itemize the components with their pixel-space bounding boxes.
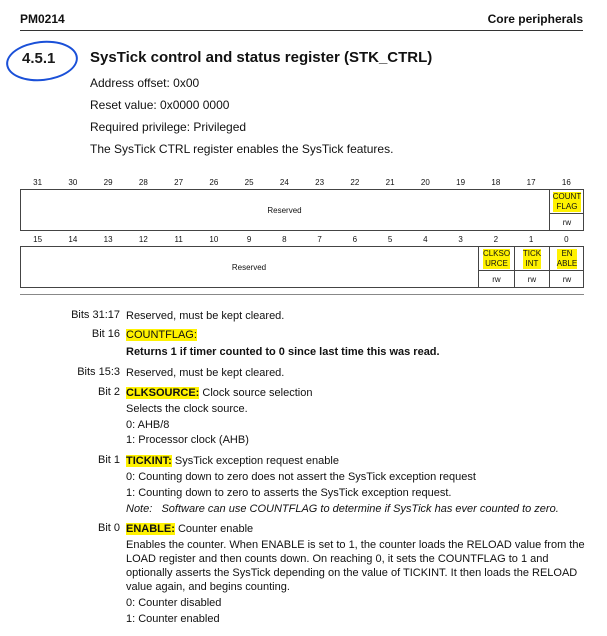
lower-bit-number: 12 xyxy=(138,235,148,244)
bit-2-desc xyxy=(126,386,312,400)
bit-1-desc xyxy=(126,454,339,468)
upper-bit-number: 16 xyxy=(561,178,571,187)
reset-value: Reset value: 0x0000 0000 xyxy=(90,98,230,112)
lower-bit-number: 3 xyxy=(458,235,463,244)
lower-bit-number: 15 xyxy=(33,235,43,244)
lower-bit-number: 2 xyxy=(493,235,499,244)
upper-bit-number: 26 xyxy=(209,178,219,187)
doc-id: PM0214 xyxy=(20,12,65,26)
clksource-field xyxy=(478,247,514,287)
header-divider xyxy=(20,30,583,31)
upper-bit-number: 29 xyxy=(103,178,113,187)
lower-bit-number: 11 xyxy=(174,235,183,244)
bit-1-line2: 1: Counting down to zero to asserts the SysTick exception request. xyxy=(126,487,452,499)
table-divider xyxy=(20,294,584,295)
tickint-access: rw xyxy=(515,270,549,287)
bits-31-17-text: Reserved, must be kept cleared. xyxy=(126,310,285,322)
lower-bit-number: 9 xyxy=(246,235,252,244)
upper-bit-number: 23 xyxy=(315,178,325,187)
address-offset: Address offset: 0x00 xyxy=(90,76,200,90)
countflag-name: COUNT FLAG xyxy=(552,191,582,211)
upper-bit-number: 24 xyxy=(279,178,289,187)
upper-bit-number: 30 xyxy=(68,178,78,187)
bits-15-3-text: Reserved, must be kept cleared. xyxy=(126,367,285,379)
enable-desc-suffix: Counter enable xyxy=(174,523,254,535)
tickint-desc-name: TICKINT: xyxy=(126,455,172,467)
bit-1-line1: 0: Counting down to zero does not assert the SysTick exception request xyxy=(126,471,476,483)
intro-text: The SysTick CTRL register enables the SysTick features. xyxy=(90,142,394,156)
clksource-desc-suffix: Clock source selection xyxy=(199,387,313,399)
lower-bit-number: 5 xyxy=(387,235,393,244)
upper-bit-number: 19 xyxy=(456,178,466,187)
upper-bit-number: 25 xyxy=(244,178,254,187)
reserved-lower: Reserved xyxy=(231,263,267,272)
lower-bit-number: 8 xyxy=(282,235,287,244)
upper-bit-number: 21 xyxy=(385,178,395,187)
section-number: 4.5.1 xyxy=(22,50,56,67)
tickint-desc-suffix: SysTick exception request enable xyxy=(171,455,339,467)
bit-0-desc xyxy=(126,522,253,536)
clksource-desc-name: CLKSOURCE: xyxy=(126,387,200,399)
upper-bit-numbers xyxy=(20,178,584,187)
enable-access: rw xyxy=(550,270,584,287)
reserved-upper: Reserved xyxy=(267,206,302,215)
section-title: SysTick control and status register (STK_CTRL) xyxy=(90,49,433,66)
upper-bit-number: 27 xyxy=(174,178,184,187)
bits-15-3-label: Bits 15:3 xyxy=(77,366,120,378)
lower-bit-number: 4 xyxy=(423,235,428,244)
lower-bit-numbers xyxy=(20,235,584,244)
clksource-name: CLKSO URCE xyxy=(482,248,511,268)
bit-16-label: Bit 16 xyxy=(91,328,120,340)
upper-bit-number: 18 xyxy=(491,178,501,187)
enable-field xyxy=(549,247,584,287)
required-privilege: Required privilege: Privileged xyxy=(90,120,247,134)
bits-31-17-label: Bits 31:17 xyxy=(71,309,120,321)
lower-bit-number: 7 xyxy=(317,235,322,244)
bit-1-note: Note: Software can use COUNTFLAG to determine if SysTick has ever counted to zero. xyxy=(126,503,559,515)
bit-0-para-line1: Enables the counter. When ENABLE is set to 1, the counter loads the RELOAD value from the xyxy=(126,539,585,551)
enable-name: EN ABLE xyxy=(556,248,578,268)
bit-2-line2: 0: AHB/8 xyxy=(126,419,170,431)
bit-2-line1: Selects the clock source. xyxy=(126,403,248,415)
bit-2-label: Bit 2 xyxy=(97,386,120,398)
upper-register-box xyxy=(20,189,584,231)
lower-bit-number: 6 xyxy=(352,235,358,244)
lower-bit-number: 13 xyxy=(103,235,113,244)
bit-2-line3: 1: Processor clock (AHB) xyxy=(126,434,249,446)
upper-bit-number: 31 xyxy=(33,178,43,187)
tickint-field xyxy=(514,247,549,287)
lower-bit-number: 0 xyxy=(564,235,569,244)
bit-1-label: Bit 1 xyxy=(97,454,120,466)
upper-bit-number: 17 xyxy=(526,178,536,187)
section-name: Core peripherals xyxy=(487,12,583,26)
lower-register-box xyxy=(20,246,584,288)
bit-0-line2: 1: Counter enabled xyxy=(126,613,220,625)
bit-0-para-line2: LOAD register and then counts down. On reaching 0, it sets the COUNTFLAG to 1 and xyxy=(126,553,549,565)
countflag-field xyxy=(549,190,584,230)
lower-bit-number: 1 xyxy=(528,235,534,244)
clksource-access: rw xyxy=(479,270,514,287)
bit-0-para-line4: value again, and begins counting. xyxy=(126,581,290,593)
countflag-access: rw xyxy=(550,213,584,230)
lower-bit-number: 14 xyxy=(68,235,78,244)
bit-0-label: Bit 0 xyxy=(97,522,120,534)
bit-0-para-line3: optionally asserts the SysTick depending on the value of TICKINT. It then loads the RELOAD xyxy=(126,567,578,579)
bit-16-line1: Returns 1 if timer counted to 0 since last time this was read. xyxy=(126,346,440,358)
tickint-name: TICK INT xyxy=(522,248,542,268)
bit-16-desc xyxy=(126,328,197,342)
bit-0-line1: 0: Counter disabled xyxy=(126,597,222,609)
upper-bit-number: 20 xyxy=(420,178,430,187)
enable-desc-name: ENABLE: xyxy=(126,523,175,535)
upper-bit-number: 22 xyxy=(350,178,360,187)
countflag-desc-name: COUNTFLAG: xyxy=(126,329,197,341)
lower-bit-number: 10 xyxy=(209,235,219,244)
upper-bit-number: 28 xyxy=(138,178,148,187)
